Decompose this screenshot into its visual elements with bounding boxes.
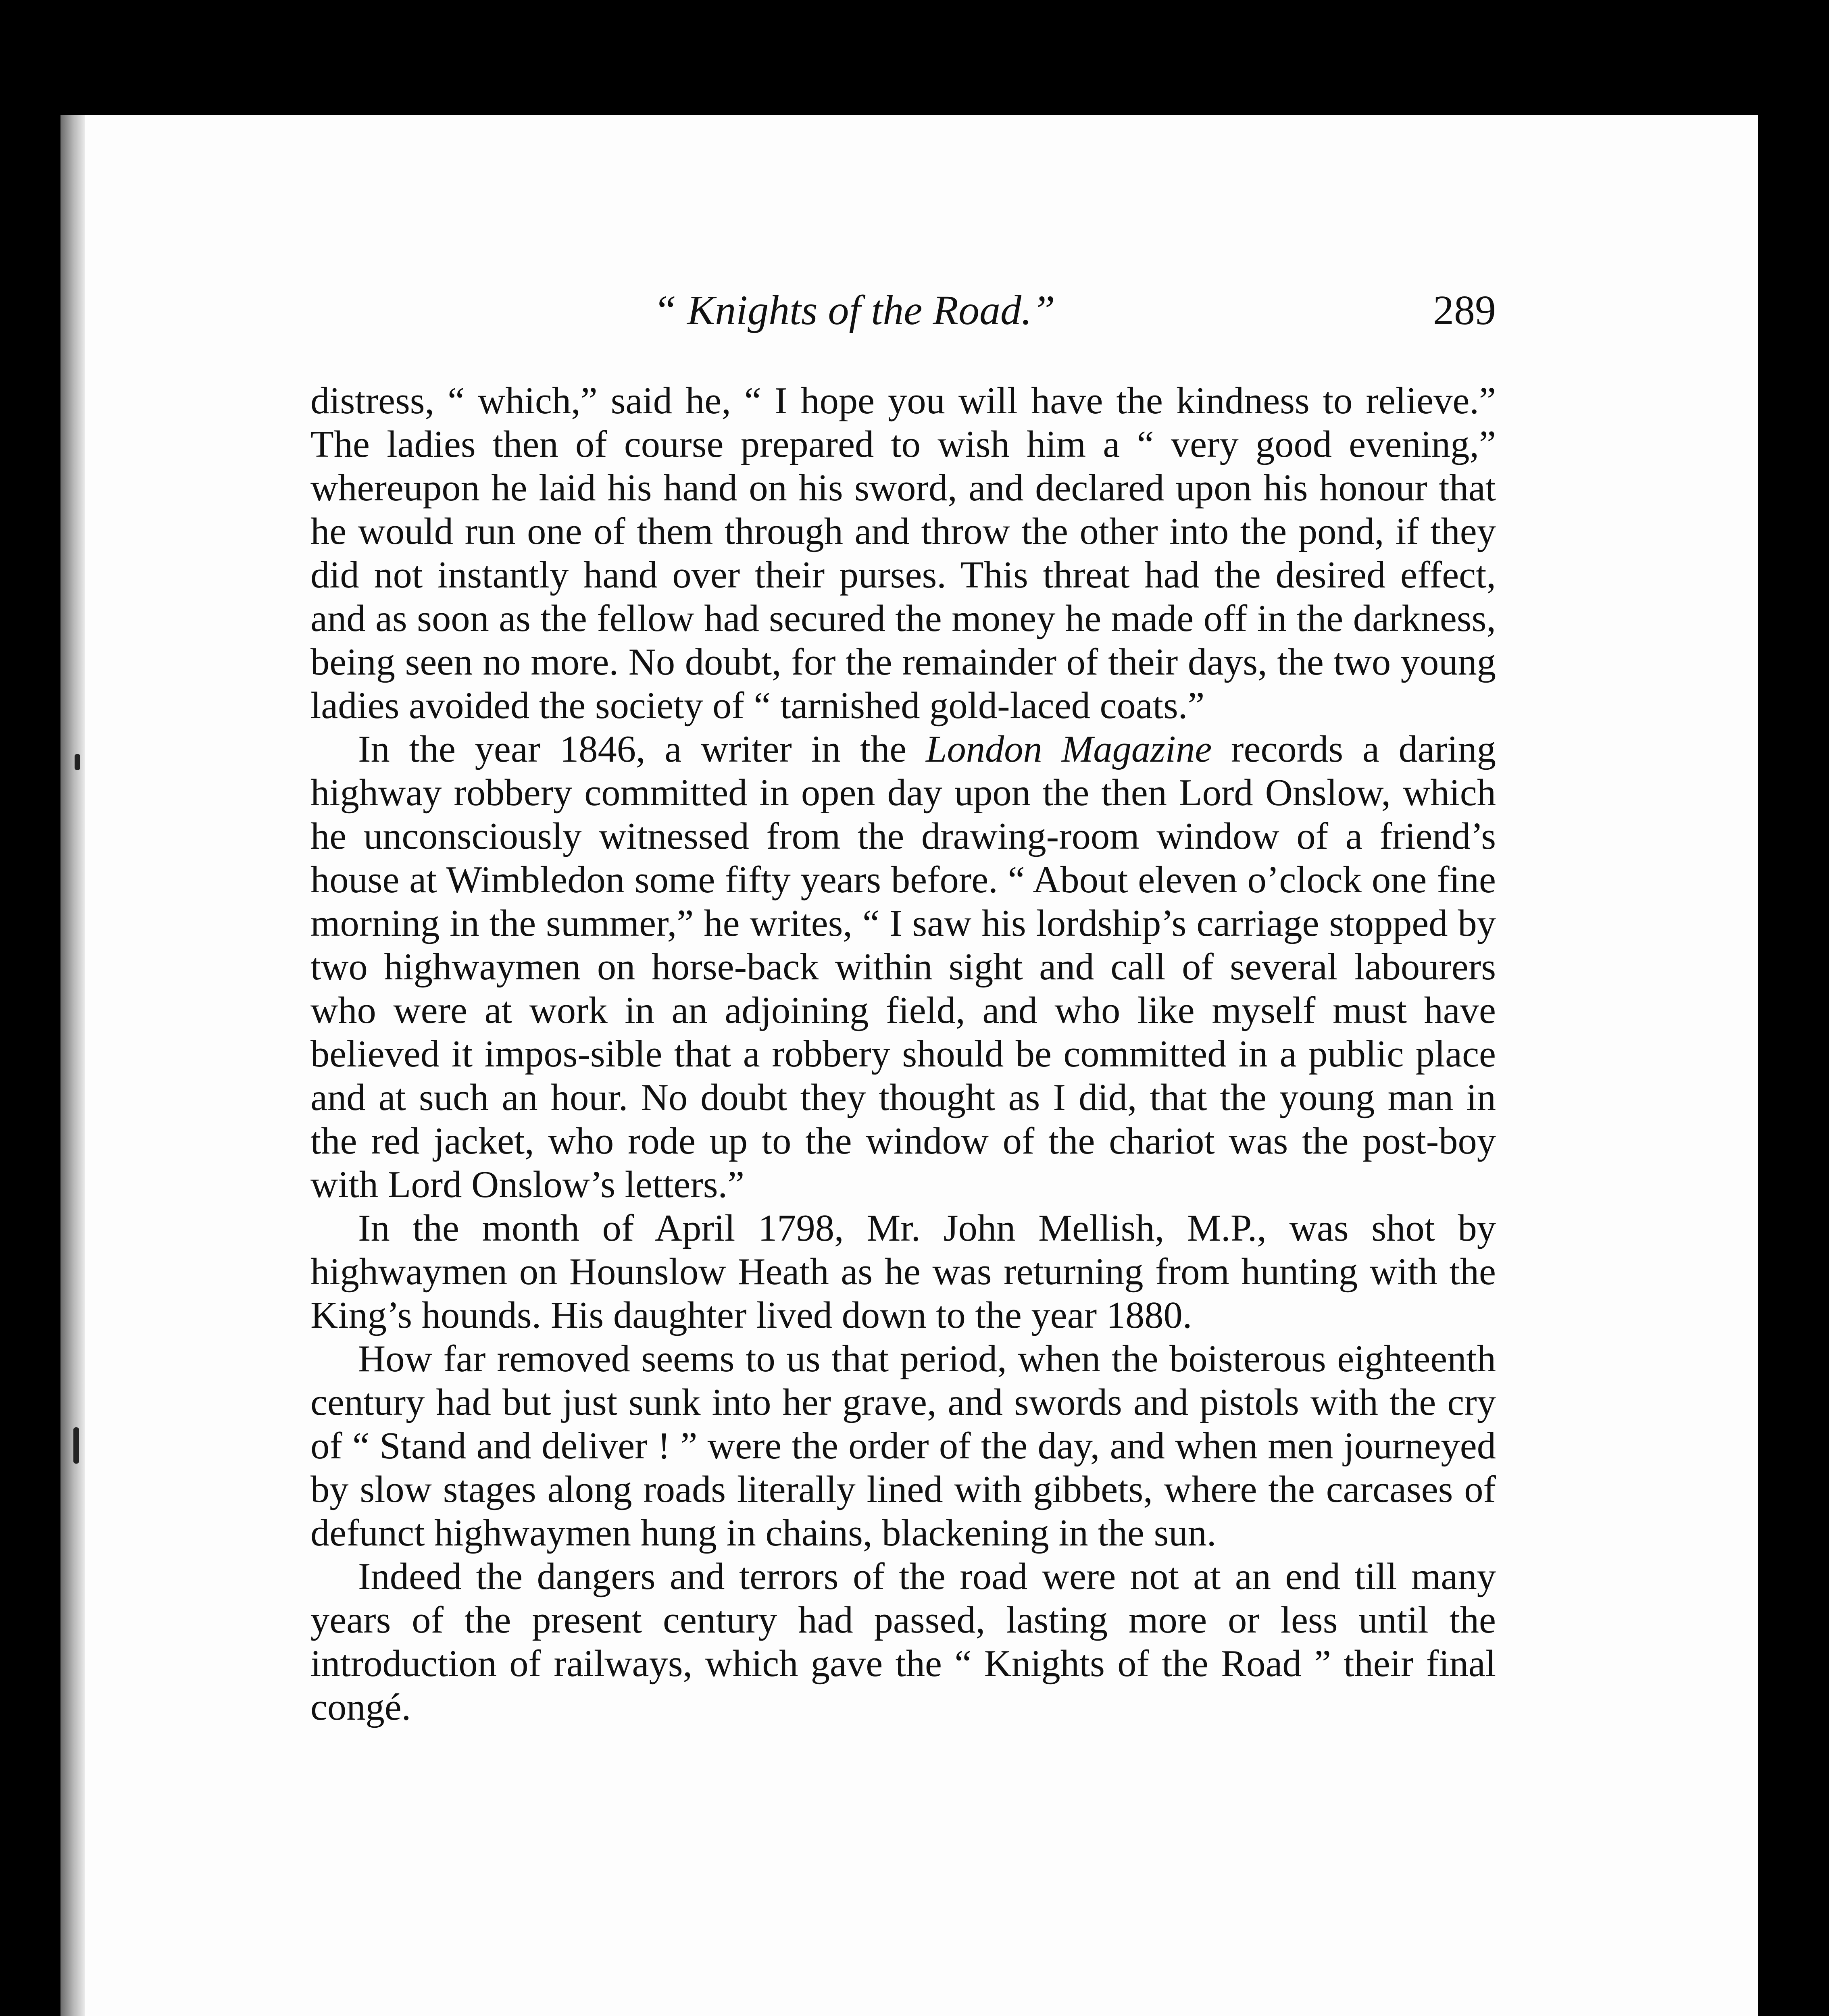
page-number: 289 xyxy=(1433,287,1496,333)
running-title: “ Knights of the Road.” xyxy=(653,287,1055,333)
paragraph: In the month of April 1798, Mr. John Mellish, M.P., was shot by highwaymen on Hounslow Heath as he was returning from hunting with the King’s hounds. His daughter lived down to the year 1880. xyxy=(310,1207,1496,1336)
body-text xyxy=(310,379,1496,1729)
paragraph: Indeed the dangers and terrors of the road were not at an end till many years of the present century had passed, lasting more or less until the introduction of railways, which gave the “ Knights of the Road ” their final congé. xyxy=(310,1556,1496,1728)
publication-title: London Magazine xyxy=(926,728,1212,770)
margin-mark xyxy=(75,754,80,770)
paragraph: How far removed seems to us that period, when the boisterous eighteenth century had but just sunk into her grave, and swords and pistols with the cry of “ Stand and deliver ! ” were the order of the day, and when men journeyed by slow stages along roads literally lined with gibbets, where the carcases of defunct highwaymen hung in chains, blackening in the sun. xyxy=(310,1338,1496,1554)
running-head xyxy=(310,282,1496,343)
page-gutter-shadow xyxy=(60,115,85,2016)
paragraph: distress, “ which,” said he, “ I hope you will have the kindness to relieve.” The ladies then of course prepared to wish him a “ very good evening,” whereupon he laid his hand on his sword, and declared upon his honour that he would run one of them through and throw the other into the pond, if they did not instantly hand over their purses. This threat had the desired effect, and as soon as the fellow had secured the money he made off in the darkness, being seen no more. No doubt, for the remainder of their days, the two young ladies avoided the society of “ tarnished gold-laced coats.” xyxy=(310,380,1496,727)
paragraph xyxy=(310,727,1496,1206)
margin-mark xyxy=(73,1427,79,1464)
paragraph-lead: In the year 1846, a writer in the xyxy=(358,728,926,770)
paragraph-rest: records a daring highway robbery committed in open day upon the then Lord Onslow, which he unconsciously witnessed from the drawing-room window of a friend’s house at Wimbledon some fifty years before. “ About eleven o’clock one fine morning in the summer,” he writes, “ I saw his lordship’s carriage stopped by two highwaymen on horse-back within sight and call of several labourers who were at work in an adjoining field, and who like myself must have believed it impos-sible that a robbery should be committed in a public place and at such an hour. No doubt they thought as I did, that the young man in the red jacket, who rode up to the window of the chariot was the post-boy with Lord Onslow’s letters.” xyxy=(310,728,1496,1206)
